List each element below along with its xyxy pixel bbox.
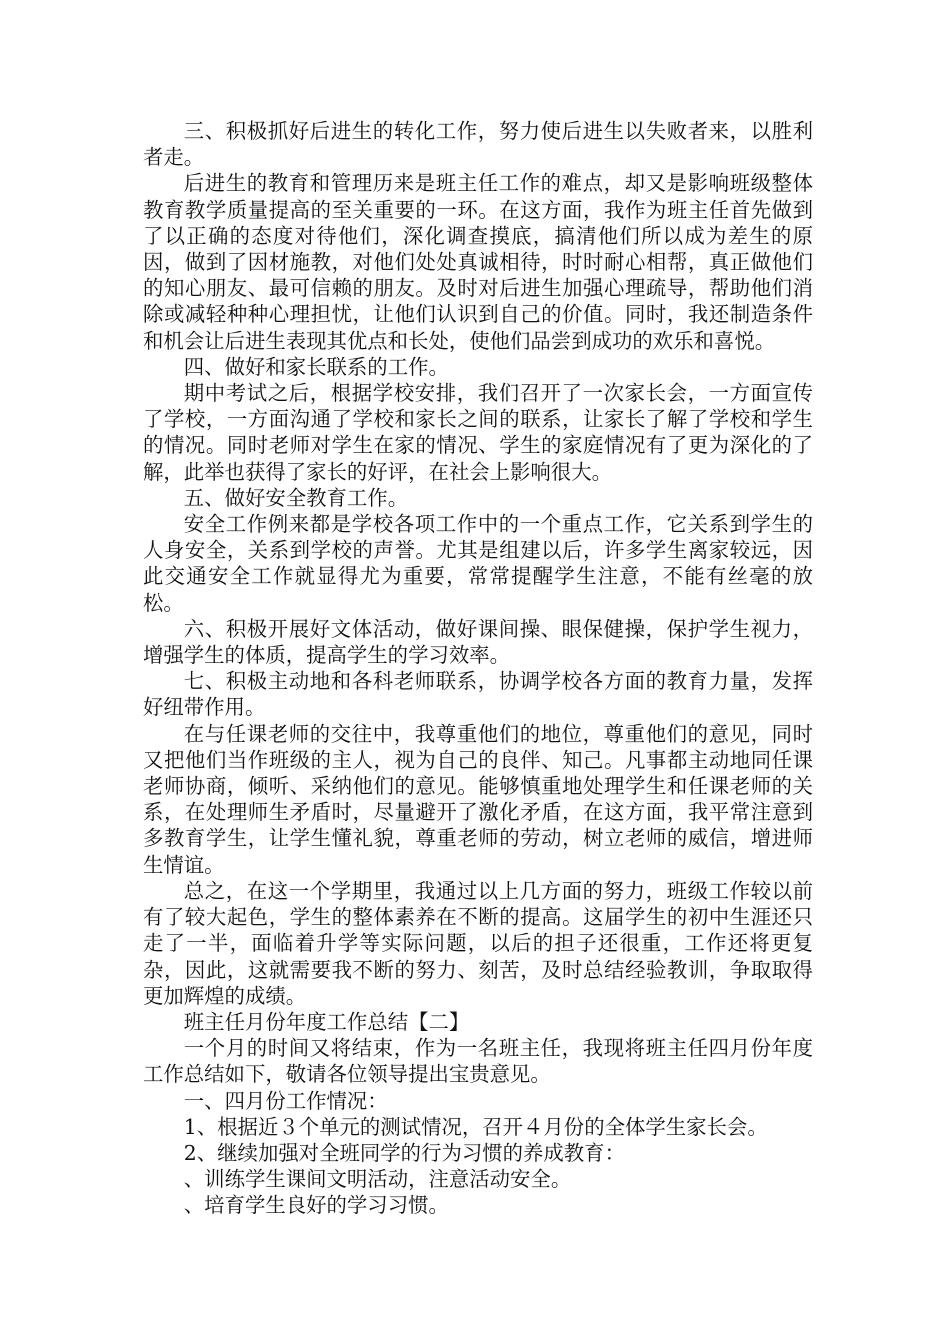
list-item-sub-two: 、培育学生良好的学习习惯。 <box>183 1193 449 1218</box>
paragraph-section-four: 四、做好和家长联系的工作。 <box>183 354 449 379</box>
paragraph-april-intro: 一个月的时间又将结束，作为一名班主任，我现将班主任四月份年度工作总结如下，敬请各位领导提出宝贵意见。 <box>143 1036 813 1087</box>
paragraph-teacher-relations: 在与任课老师的交往中，我尊重他们的地位，尊重他们的意见，同时又把他们当作班级的主人，视为自己的良伴、知己。凡事都主动地同任课老师协商，倾听、采纳他们的意见。能够慎重地处理学生和任课老师的关系，在处理师生矛盾时，尽量避开了激化矛盾，在这方面，我平常注意到多教育学生，让学生懂礼貌，尊重老师的劳动，树立老师的威信，增进师生情谊。 <box>143 721 813 877</box>
document-page <box>143 118 813 1219</box>
paragraph-parent-meeting: 期中考试之后，根据学校安排，我们召开了一次家长会，一方面宣传了学校，一方面沟通了学校和家长之间的联系，让家长了解了学校和学生的情况。同时老师对学生在家的情况、学生的家庭情况有了更为深化的了解，此举也获得了家长的好评，在社会上影响很大。 <box>143 381 813 484</box>
paragraph-conclusion: 总之，在这一个学期里，我通过以上几方面的努力，班级工作较以前有了较大起色，学生的整体素养在不断的提高。这届学生的初中生涯还只走了一半，面临着升学等实际问题，以后的担子还很重，工作还将更复杂，因此，这就需要我不断的努力、刻苦，及时总结经验教训，争取取得更加辉煌的成绩。 <box>143 878 813 1008</box>
paragraph-section-three: 三、积极抓好后进生的转化工作，努力使后进生以失败者来，以胜利者走。 <box>143 119 813 170</box>
list-item-two: 2、继续加强对全班同学的行为习惯的养成教育： <box>183 1140 625 1165</box>
paragraph-april-work: 一、四月份工作情况： <box>183 1088 388 1113</box>
section-heading-two: 班主任月份年度工作总结【二】 <box>183 1009 470 1034</box>
paragraph-section-seven: 七、积极主动地和各科老师联系，协调学校各方面的教育力量，发挥好纽带作用。 <box>143 669 813 720</box>
paragraph-section-six: 六、积极开展好文体活动，做好课间操、眼保健操，保护学生视力，增强学生的体质，提高学生的学习效率。 <box>143 616 813 668</box>
paragraph-safety: 安全工作例来都是学校各项工作中的一个重点工作，它关系到学生的人身安全，关系到学校的声誉。尤其是组建以后，许多学生离家较远，因此交通安全工作就显得尤为重要，常常提醒学生注意，不能有丝毫的放松。 <box>143 512 813 615</box>
paragraph-section-five: 五、做好安全教育工作。 <box>183 485 409 510</box>
list-item-sub-one: 、训练学生课间文明活动，注意活动安全。 <box>183 1167 572 1192</box>
list-item-one: 1、根据近３个单元的测试情况，召开４月份的全体学生家长会。 <box>183 1114 768 1139</box>
paragraph-struggling-students: 后进生的教育和管理历来是班主任工作的难点，却又是影响班级整体教育教学质量提高的至关重要的一环。在这方面，我作为班主任首先做到了以正确的态度对待他们，深化调查摸底，搞清他们所以成为差生的原因，做到了因材施教，对他们处处真诚相待，时时耐心相帮，真正做他们的知心朋友、最可信赖的朋友。及时对后进生加强心理疏导，帮助他们消除或减轻种种心理担忧，让他们认识到自己的价值。同时，我还制造条件和机会让后进生表现其优点和长处，使他们品尝到成功的欢乐和喜悦。 <box>143 171 813 353</box>
